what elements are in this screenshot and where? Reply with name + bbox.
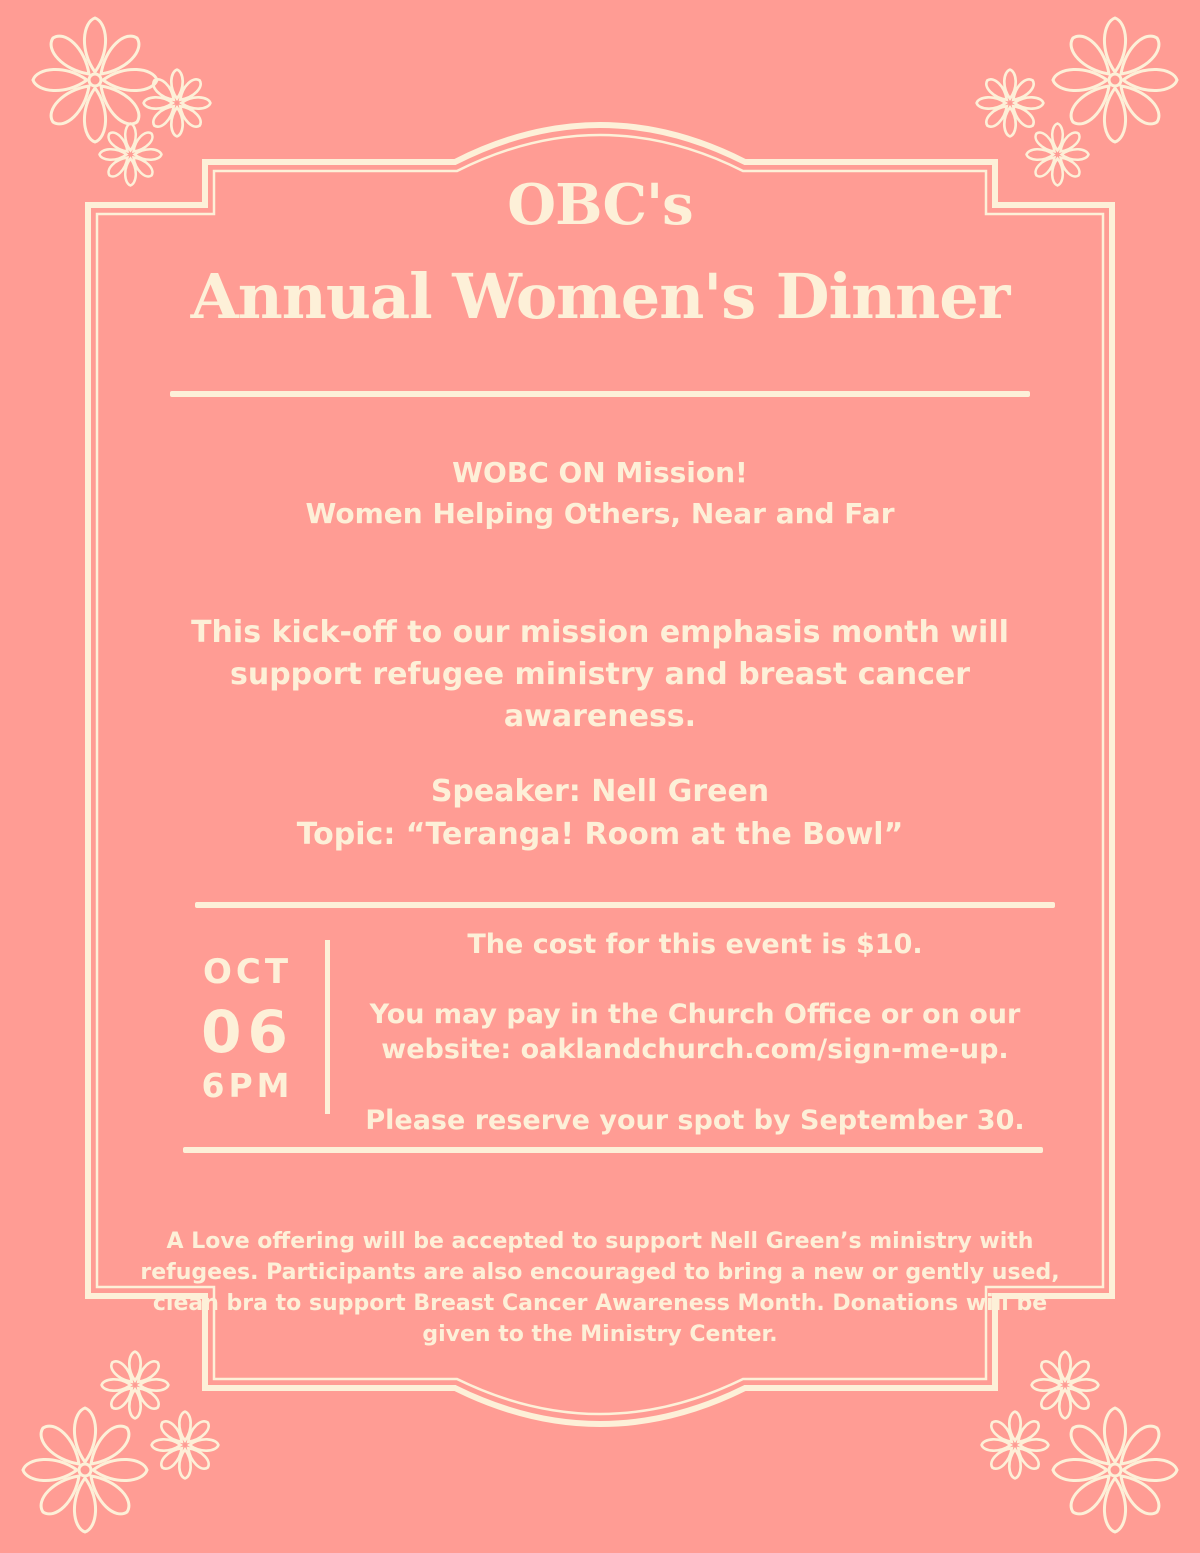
payment-line-2: website: oaklandchurch.com/sign-me-up. bbox=[381, 1034, 1009, 1065]
topic-line: Topic: “Teranga! Room at the Bowl” bbox=[296, 817, 904, 852]
description-line-1: This kick-off to our mission emphasis month will bbox=[191, 615, 1009, 650]
title-line-1: OBC's bbox=[507, 172, 693, 238]
flower-icon bbox=[1050, 1405, 1180, 1535]
cost-text: The cost for this event is $10. bbox=[467, 929, 923, 960]
title-line-2: Annual Women's Dinner bbox=[190, 260, 1010, 333]
vertical-divider bbox=[325, 940, 330, 1114]
divider bbox=[170, 391, 1030, 397]
description-line-2: support refugee ministry and breast cancer bbox=[229, 657, 971, 692]
flower-icon bbox=[150, 1410, 220, 1480]
payment-text bbox=[345, 997, 1045, 1067]
speaker-line: Speaker: Nell Green bbox=[430, 774, 770, 809]
theme-line-1: WOBC ON Mission! bbox=[452, 456, 748, 489]
event-time: 6PM bbox=[201, 1066, 294, 1105]
theme-line-2: Women Helping Others, Near and Far bbox=[305, 497, 895, 530]
offering-line-3: clean bra to support Breast Cancer Awareness Month. Donations will be bbox=[152, 1291, 1048, 1316]
description-line-3: awareness. bbox=[503, 699, 697, 734]
flower-icon bbox=[980, 1410, 1050, 1480]
offering-line-4: given to the Ministry Center. bbox=[422, 1322, 778, 1347]
offering-line-1: A Love offering will be accepted to support Nell Green’s ministry with bbox=[166, 1229, 1034, 1254]
divider bbox=[195, 902, 1055, 908]
payment-line-1: You may pay in the Church Office or on our bbox=[369, 999, 1021, 1030]
event-month: OCT bbox=[202, 952, 293, 992]
event-day: 06 bbox=[201, 998, 294, 1066]
theme bbox=[150, 452, 1050, 534]
flower-icon bbox=[20, 1405, 150, 1535]
speaker-info bbox=[150, 770, 1050, 856]
offering-text bbox=[100, 1226, 1100, 1350]
event-description bbox=[150, 612, 1050, 738]
divider bbox=[183, 1147, 1043, 1153]
reserve-text: Please reserve your spot by September 30. bbox=[365, 1105, 1025, 1136]
offering-line-2: refugees. Participants are also encouraged to bring a new or gently used, bbox=[140, 1260, 1060, 1285]
